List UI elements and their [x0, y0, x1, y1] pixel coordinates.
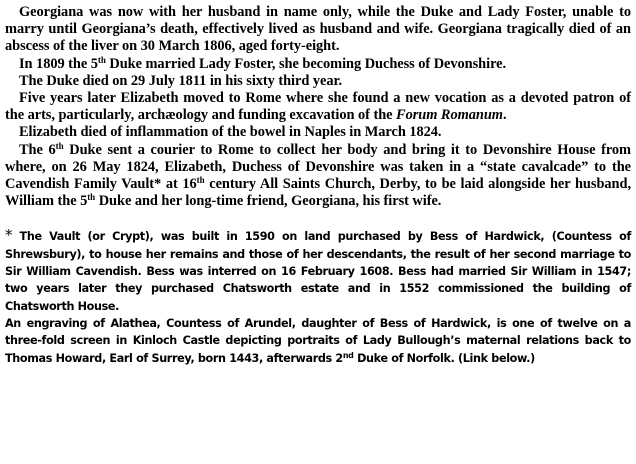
footnote-text: An engraving of Alathea, Countess of Arundel, daughter of Bess of Hardwick, is one of twelve on a three-fold screen in Kinloch Castle depicting portraits of Lady Bullough’s maternal relations back to Thomas Howard, Earl of Surrey, born 1443, afterwards 2 [5, 316, 631, 365]
footnote-text: Duke of Norfolk. (Link below.) [353, 351, 535, 365]
paragraph-text: Duke and her long-time friend, Georgiana, his first wife. [95, 193, 442, 210]
paragraph-text: Georgiana was now with her husband in name only, while the Duke and Lady Foster, unable to marry until Georgiana’s death, effectively lived as husband and wife. Georgiana tragically died of an abscess of the liver on 30 March 1806, aged forty-eight. [5, 4, 631, 55]
paragraph-text: In 1809 the 5 [19, 55, 98, 72]
main-text [5, 4, 631, 210]
footnote [5, 227, 631, 366]
paragraph-text: The Duke died on 29 July 1811 in his sixty third year. [19, 72, 343, 89]
paragraph-text: Five years later Elizabeth moved to Rome where she found a new vocation as a devoted patron of the arts, particularly, archæology and funding excavation of the [5, 90, 631, 124]
paragraph-text: Duke sent a courier to Rome to collect her body and bring it to Devonshire House from where, on 26 May 1824, Elizabeth, Duchess of Devonshire was taken in a “state cavalcade” to the Cavendish Family Vault* at 16 [5, 141, 631, 193]
footnote-marker: * [5, 226, 13, 245]
ordinal-suffix: th [55, 140, 64, 151]
paragraph-text: . [502, 107, 507, 124]
paragraph-duke-marriage [5, 56, 631, 73]
footnote-text: The Vault (or Crypt), was built in 1590 on land purchased by Bess of Hardwick, (Countess of Shrewsbury), to house her remains and those of her descendants, the result of her second marriage to Sir William Cavendish. Bess was interred on 16 February 1608. Bess had married Sir William in 1547; two years later they purchased Chatsworth estate and in 1552 commissioned the building of Chatsworth House. [5, 230, 631, 313]
paragraph-text: Duke married Lady Foster, she becoming Duchess of Devonshire. [105, 55, 507, 72]
paragraph-elizabeth-death [5, 124, 631, 141]
paragraph-rome [5, 90, 631, 124]
footnote-engraving [5, 315, 631, 367]
paragraph-text: The 6 [19, 141, 56, 158]
forum-romanum-italic: Forum Romanum [396, 107, 503, 124]
paragraph-funeral [5, 142, 631, 211]
paragraph-text: century All Saints Church, Derby, to be laid alongside her husband, William the 5 [5, 176, 631, 210]
footnote-vault [5, 227, 631, 314]
document-page [5, 4, 631, 367]
paragraph-duke-death [5, 73, 631, 90]
paragraph-georgiana-death [5, 4, 631, 56]
paragraph-text: Elizabeth died of inflammation of the bowel in Naples in March 1824. [19, 124, 442, 141]
ordinal-suffix: th [196, 175, 205, 186]
ordinal-suffix: th [97, 54, 106, 65]
ordinal-suffix: th [87, 192, 96, 203]
ordinal-suffix: nd [342, 350, 354, 360]
